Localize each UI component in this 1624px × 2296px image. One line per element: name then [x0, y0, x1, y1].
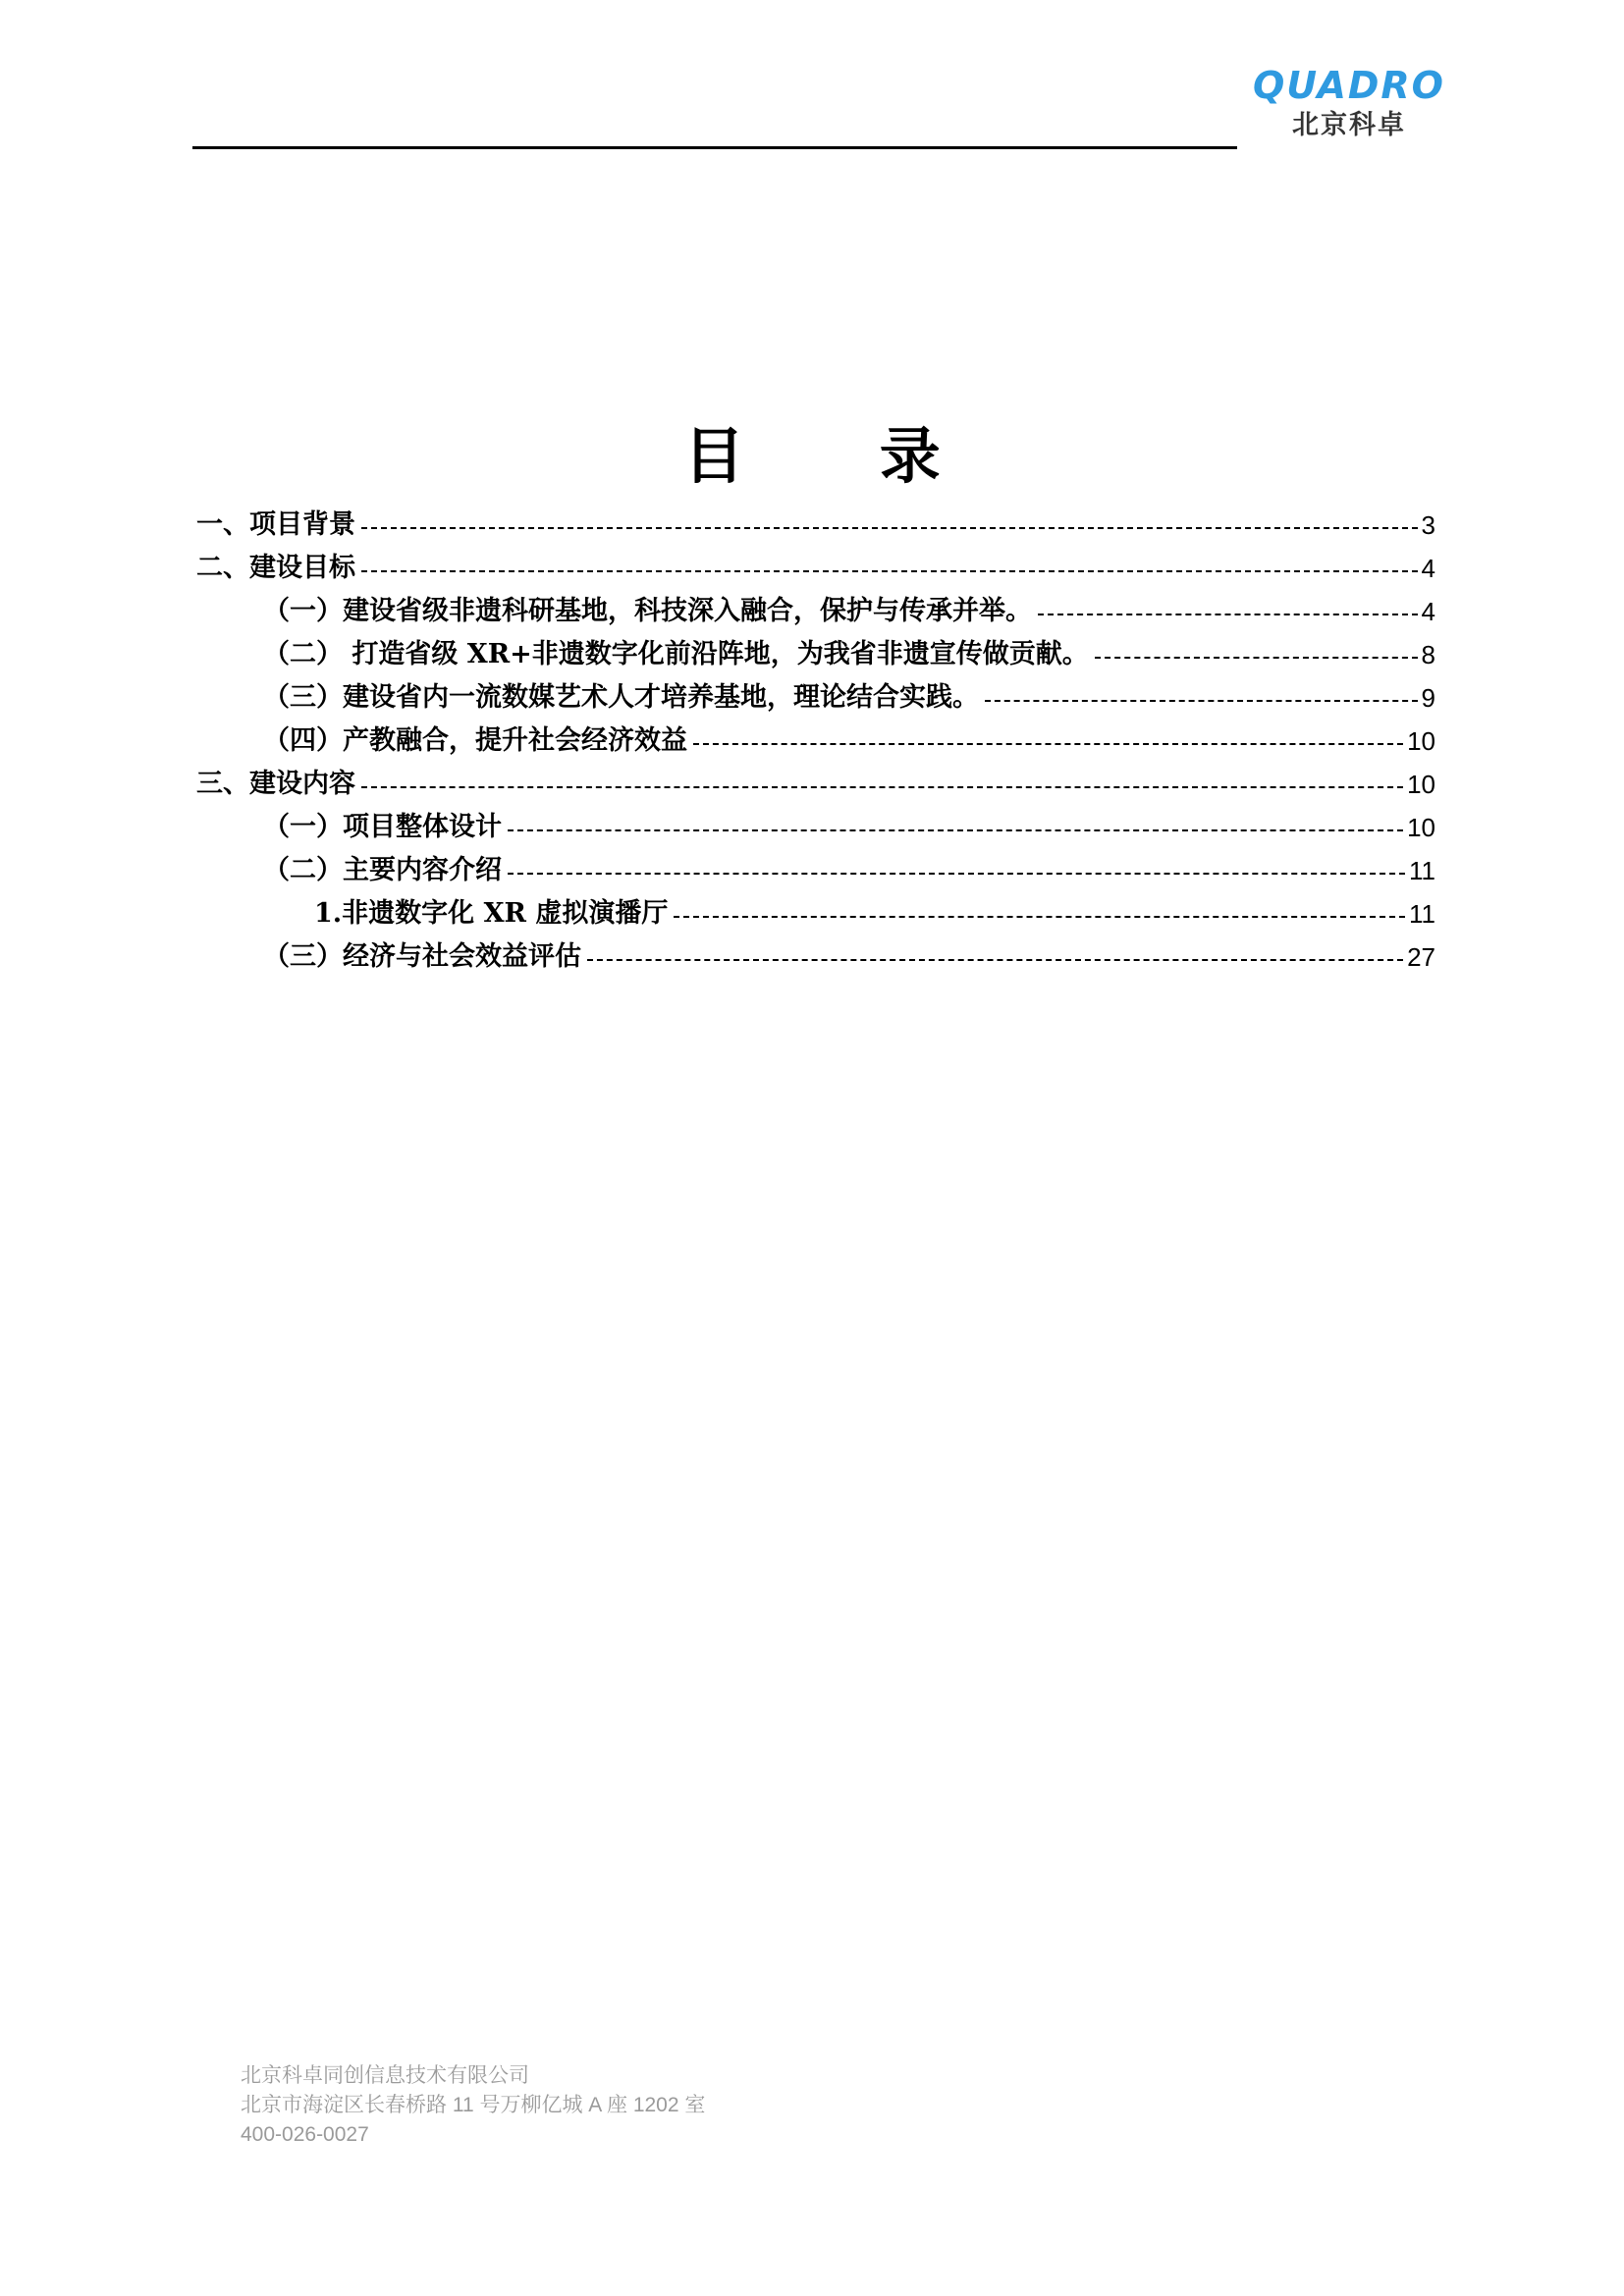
toc-dot-leader: [1038, 614, 1418, 615]
footer-address: 北京市海淀区长春桥路 11 号万柳亿城 A 座 1202 室: [241, 2094, 706, 2116]
logo-wordmark: QUADRO: [1253, 64, 1445, 107]
toc-entry[interactable]: [263, 721, 1435, 761]
footer-phone: 400-026-0027: [241, 2123, 369, 2146]
toc-entry-page: 9: [1421, 683, 1435, 713]
company-logo: [1251, 63, 1447, 151]
toc-entry[interactable]: [196, 506, 1435, 545]
toc-entry-page: 3: [1421, 510, 1435, 540]
toc-dot-leader: [361, 527, 1418, 529]
toc-dot-leader: [361, 786, 1403, 788]
toc-entry[interactable]: [196, 765, 1435, 804]
toc-dot-leader: [674, 916, 1405, 918]
toc-title: 目 录: [683, 420, 998, 492]
toc-dot-leader: [508, 829, 1403, 831]
toc-entry[interactable]: [314, 894, 1435, 934]
toc-dot-leader: [361, 570, 1418, 572]
toc-entry-label: （四）产教融合，提升社会经济效益: [263, 725, 687, 756]
toc-entry-page: 4: [1421, 554, 1435, 583]
toc-entry-label: （二）主要内容介绍: [263, 855, 502, 885]
toc-entry-label: （一）项目整体设计: [263, 812, 502, 842]
toc-entry-label: 三、建设内容: [196, 769, 355, 799]
page-footer: [241, 2061, 705, 2150]
logo-subtitle: 北京科卓: [1292, 110, 1406, 140]
toc-entry[interactable]: [196, 549, 1435, 588]
toc-entry[interactable]: [263, 678, 1435, 718]
toc-entry-label: 一、项目背景: [196, 509, 355, 540]
toc-entry-page: 11: [1409, 899, 1435, 929]
toc-entry-label: （三）经济与社会效益评估: [263, 941, 581, 972]
toc-entry[interactable]: [263, 851, 1435, 890]
toc-entry-label: （三）建设省内一流数媒艺术人才培养基地，理论结合实践。: [263, 682, 979, 713]
toc-entry[interactable]: [263, 635, 1435, 674]
toc-entry[interactable]: [263, 592, 1435, 631]
toc-entry-label: 1.非遗数字化 XR 虚拟演播厅: [314, 898, 669, 929]
header-divider: [192, 146, 1237, 149]
toc-entry-page: 10: [1407, 770, 1435, 799]
toc-dot-leader: [693, 743, 1403, 745]
toc-entry[interactable]: [263, 808, 1435, 847]
toc-entry-label: 二、建设目标: [196, 553, 355, 583]
toc-entry-page: 4: [1421, 597, 1435, 626]
footer-company: 北京科卓同创信息技术有限公司: [241, 2064, 529, 2087]
toc-entry-page: 10: [1407, 726, 1435, 756]
toc-entry-label: （一）建设省级非遗科研基地，科技深入融合，保护与传承并举。: [263, 596, 1032, 626]
toc-entry-page: 8: [1421, 640, 1435, 669]
toc-entry-label: （二） 打造省级 XR+非遗数字化前沿阵地，为我省非遗宣传做贡献。: [263, 639, 1089, 669]
toc-entry-page: 10: [1407, 813, 1435, 842]
toc-dot-leader: [1095, 657, 1418, 659]
toc-dot-leader: [587, 959, 1403, 961]
toc-entry-page: 27: [1407, 942, 1435, 972]
toc-entry[interactable]: [263, 937, 1435, 977]
toc-dot-leader: [985, 700, 1418, 702]
toc-entry-page: 11: [1409, 856, 1435, 885]
toc-dot-leader: [508, 873, 1405, 875]
